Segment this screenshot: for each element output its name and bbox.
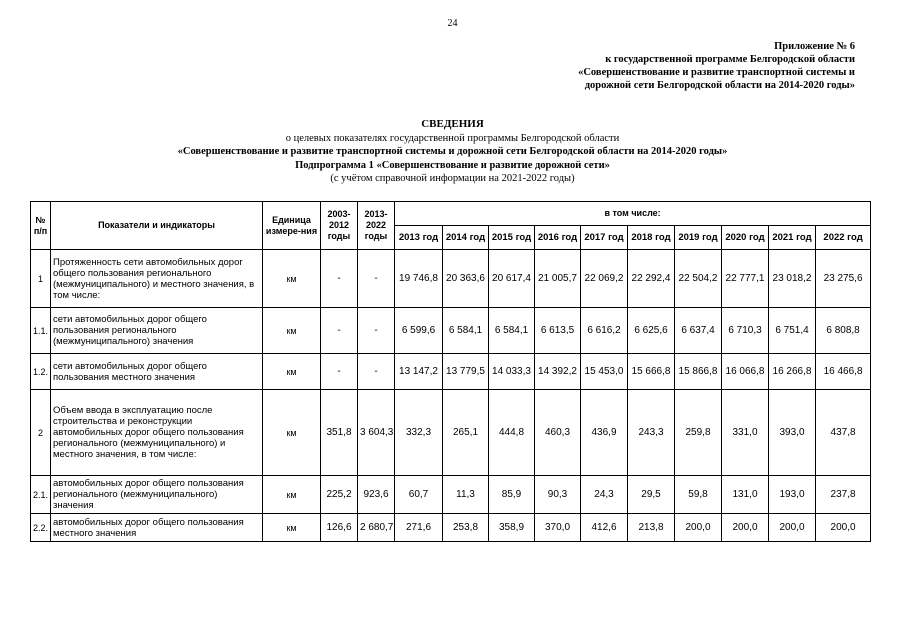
year-value: 29,5 xyxy=(628,476,675,514)
unit-cell: км xyxy=(263,250,321,308)
year-value: 200,0 xyxy=(722,514,769,542)
page-number: 24 xyxy=(447,18,458,29)
period-2003-2012-value: 351,8 xyxy=(321,390,358,476)
indicator-name: Протяженность сети автомобильных дорог общего пользования регионального (межмуниципального) и местного значения, в том числе: xyxy=(51,250,263,308)
period-2003-2012-value: - xyxy=(321,308,358,354)
appendix-line-1: Приложение № 6 xyxy=(774,41,855,52)
year-value: 22 504,2 xyxy=(675,250,722,308)
year-value: 23 018,2 xyxy=(769,250,816,308)
year-value: 444,8 xyxy=(489,390,535,476)
document-title: СВЕДЕНИЯ xyxy=(421,118,484,130)
unit-cell: км xyxy=(263,354,321,390)
header-unit: Единица измере-ния xyxy=(263,202,321,250)
year-value: 60,7 xyxy=(395,476,443,514)
row-number: 1.2. xyxy=(31,354,51,390)
year-value: 243,3 xyxy=(628,390,675,476)
table-row xyxy=(31,514,871,542)
table-row xyxy=(31,476,871,514)
year-value: 24,3 xyxy=(581,476,628,514)
year-value: 21 005,7 xyxy=(535,250,581,308)
indicators-table xyxy=(30,201,871,542)
header-period-2003-2012: 2003-2012 годы xyxy=(321,202,358,250)
header-period-2013-2022: 2013-2022 годы xyxy=(358,202,395,250)
period-2003-2012-value: - xyxy=(321,250,358,308)
appendix-line-3: «Совершенствование и развитие транспортной системы и xyxy=(578,67,855,78)
year-value: 23 275,6 xyxy=(816,250,871,308)
indicator-name: сети автомобильных дорог общего пользования регионального (межмуниципального) значения xyxy=(51,308,263,354)
year-value: 200,0 xyxy=(769,514,816,542)
year-value: 213,8 xyxy=(628,514,675,542)
table-row xyxy=(31,250,871,308)
period-2003-2012-value: - xyxy=(321,354,358,390)
year-value: 6 710,3 xyxy=(722,308,769,354)
year-value: 59,8 xyxy=(675,476,722,514)
appendix-line-2: к государственной программе Белгородской области xyxy=(605,54,855,65)
indicator-name: сети автомобильных дорог общего пользования местного значения xyxy=(51,354,263,390)
year-value: 15 453,0 xyxy=(581,354,628,390)
year-value: 6 584,1 xyxy=(489,308,535,354)
year-value: 131,0 xyxy=(722,476,769,514)
heading-line-4: (с учётом справочной информации на 2021-2022 годы) xyxy=(330,173,575,184)
appendix-note xyxy=(525,40,855,92)
header-year: 2019 год xyxy=(675,226,722,250)
year-value: 22 777,1 xyxy=(722,250,769,308)
year-value: 14 033,3 xyxy=(489,354,535,390)
year-value: 6 599,6 xyxy=(395,308,443,354)
period-2013-2022-value: - xyxy=(358,250,395,308)
year-value: 22 069,2 xyxy=(581,250,628,308)
header-indicator: Показатели и индикаторы xyxy=(51,202,263,250)
year-value: 237,8 xyxy=(816,476,871,514)
indicator-name: Объем ввода в эксплуатацию после строительства и реконструкции автомобильных дорог общего пользования регионального (межмуниципального) и местного значения, в том числе: xyxy=(51,390,263,476)
period-2013-2022-value: - xyxy=(358,354,395,390)
year-value: 85,9 xyxy=(489,476,535,514)
appendix-line-4: дорожной сети Белгородской области на 2014-2020 годы» xyxy=(584,80,855,91)
year-value: 6 616,2 xyxy=(581,308,628,354)
period-2013-2022-value: 923,6 xyxy=(358,476,395,514)
header-year: 2013 год xyxy=(395,226,443,250)
row-number: 2.2. xyxy=(31,514,51,542)
header-year: 2015 год xyxy=(489,226,535,250)
header-year: 2020 год xyxy=(722,226,769,250)
unit-cell: км xyxy=(263,390,321,476)
year-value: 332,3 xyxy=(395,390,443,476)
period-2003-2012-value: 225,2 xyxy=(321,476,358,514)
year-value: 253,8 xyxy=(443,514,489,542)
year-value: 6 637,4 xyxy=(675,308,722,354)
row-number: 2 xyxy=(31,390,51,476)
header-year: 2021 год xyxy=(769,226,816,250)
year-value: 460,3 xyxy=(535,390,581,476)
year-value: 16 466,8 xyxy=(816,354,871,390)
header-year: 2022 год xyxy=(816,226,871,250)
row-number: 1.1. xyxy=(31,308,51,354)
row-number: 1 xyxy=(31,250,51,308)
year-value: 19 746,8 xyxy=(395,250,443,308)
year-value: 200,0 xyxy=(816,514,871,542)
table-row xyxy=(31,308,871,354)
heading-line-1: о целевых показателях государственной программы Белгородской области xyxy=(285,132,620,144)
table-row xyxy=(31,390,871,476)
year-value: 15 866,8 xyxy=(675,354,722,390)
year-value: 11,3 xyxy=(443,476,489,514)
period-2013-2022-value: - xyxy=(358,308,395,354)
year-value: 90,3 xyxy=(535,476,581,514)
header-num: № п/п xyxy=(31,202,51,250)
year-value: 412,6 xyxy=(581,514,628,542)
unit-cell: км xyxy=(263,514,321,542)
year-value: 16 266,8 xyxy=(769,354,816,390)
document-heading xyxy=(0,118,905,186)
header-including: в том числе: xyxy=(395,202,871,226)
period-2003-2012-value: 126,6 xyxy=(321,514,358,542)
year-value: 6 584,1 xyxy=(443,308,489,354)
table-row xyxy=(31,354,871,390)
year-value: 6 808,8 xyxy=(816,308,871,354)
year-value: 6 751,4 xyxy=(769,308,816,354)
year-value: 16 066,8 xyxy=(722,354,769,390)
header-year: 2017 год xyxy=(581,226,628,250)
year-value: 13 779,5 xyxy=(443,354,489,390)
year-value: 437,8 xyxy=(816,390,871,476)
heading-line-2: «Совершенствование и развитие транспортной системы и дорожной сети Белгородской области на 2014-2020 годы» xyxy=(177,146,728,157)
year-value: 271,6 xyxy=(395,514,443,542)
indicator-name: автомобильных дорог общего пользования регионального (межмуниципального) значения xyxy=(51,476,263,514)
year-value: 22 292,4 xyxy=(628,250,675,308)
unit-cell: км xyxy=(263,308,321,354)
year-value: 259,8 xyxy=(675,390,722,476)
year-value: 331,0 xyxy=(722,390,769,476)
year-value: 6 613,5 xyxy=(535,308,581,354)
row-number: 2.1. xyxy=(31,476,51,514)
header-year: 2016 год xyxy=(535,226,581,250)
year-value: 20 617,4 xyxy=(489,250,535,308)
year-value: 15 666,8 xyxy=(628,354,675,390)
header-year: 2014 год xyxy=(443,226,489,250)
year-value: 13 147,2 xyxy=(395,354,443,390)
indicator-name: автомобильных дорог общего пользования местного значения xyxy=(51,514,263,542)
year-value: 200,0 xyxy=(675,514,722,542)
year-value: 193,0 xyxy=(769,476,816,514)
period-2013-2022-value: 2 680,7 xyxy=(358,514,395,542)
heading-line-3: Подпрограмма 1 «Совершенствование и развитие дорожной сети» xyxy=(295,159,610,171)
year-value: 370,0 xyxy=(535,514,581,542)
unit-cell: км xyxy=(263,476,321,514)
year-value: 6 625,6 xyxy=(628,308,675,354)
year-value: 436,9 xyxy=(581,390,628,476)
header-year: 2018 год xyxy=(628,226,675,250)
year-value: 20 363,6 xyxy=(443,250,489,308)
year-value: 265,1 xyxy=(443,390,489,476)
year-value: 393,0 xyxy=(769,390,816,476)
year-value: 14 392,2 xyxy=(535,354,581,390)
year-value: 358,9 xyxy=(489,514,535,542)
period-2013-2022-value: 3 604,3 xyxy=(358,390,395,476)
